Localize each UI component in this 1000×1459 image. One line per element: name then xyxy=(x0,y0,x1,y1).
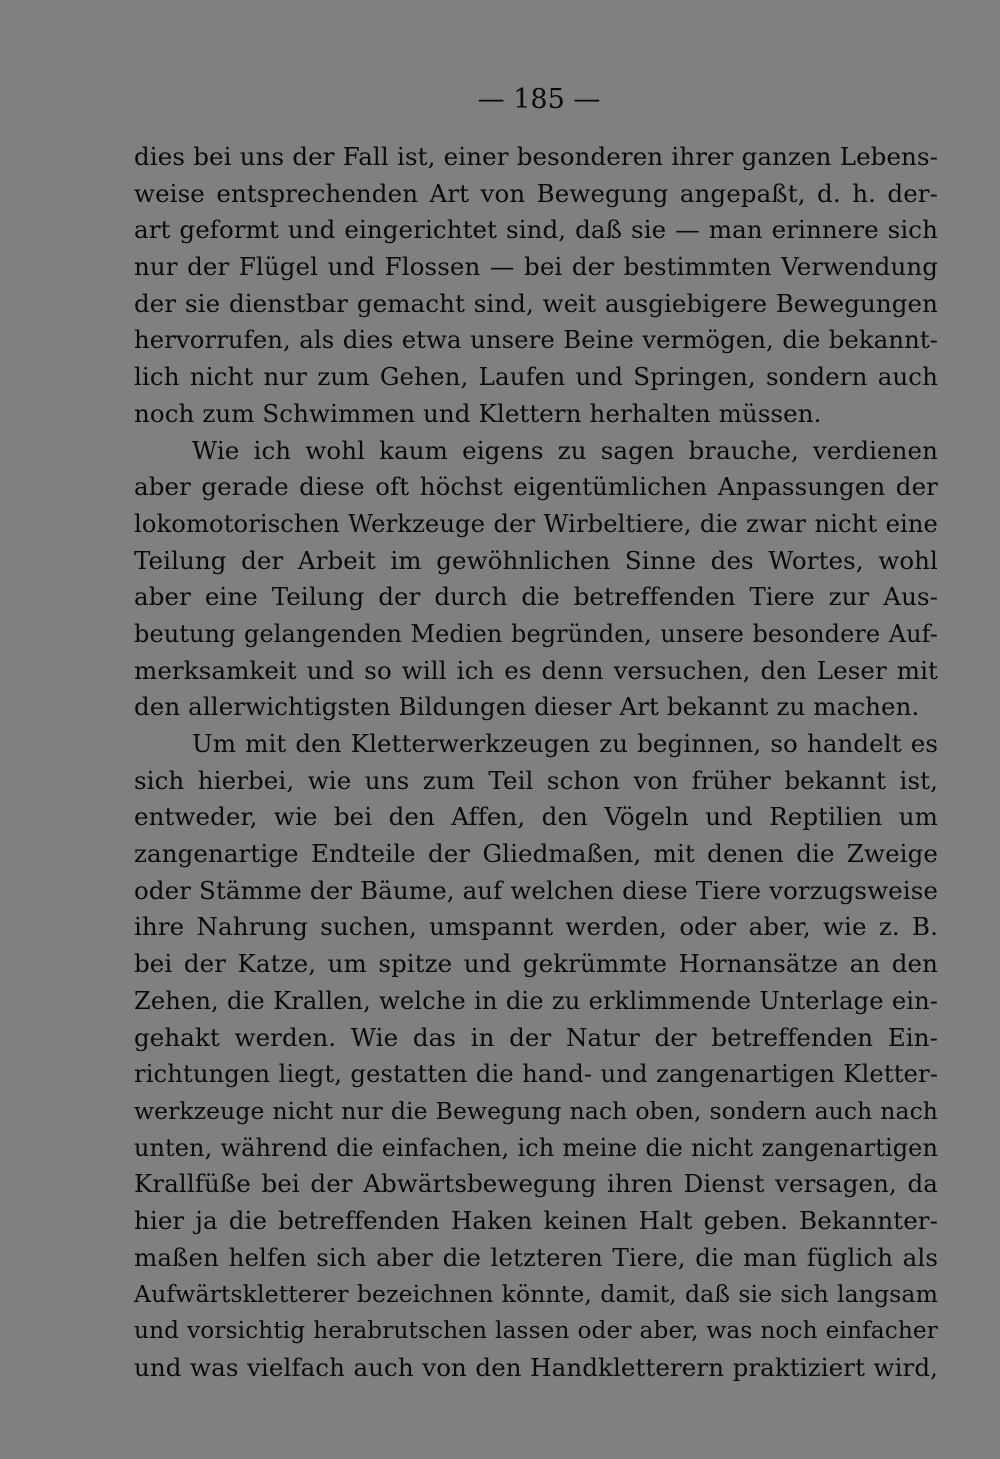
text-line: und was vielfach auch von den Handkletterern praktiziert wird, xyxy=(134,1352,938,1382)
text-line: ihre Nahrung suchen, umspannt werden, oder aber, wie z. B. xyxy=(134,912,938,942)
text-line: aber eine Teilung der durch die betreffenden Tiere zur Aus- xyxy=(134,582,938,612)
text-line: noch zum Schwimmen und Klettern herhalten müssen. xyxy=(134,398,822,428)
text-line: Wie ich wohl kaum eigens zu sagen brauche, verdienen xyxy=(192,435,938,465)
text-line: zangenartige Endteile der Gliedmaßen, mit denen die Zweige xyxy=(134,839,938,869)
text-line: lich nicht nur zum Gehen, Laufen und Springen, sondern auch xyxy=(134,362,938,392)
text-line: sich hierbei, wie uns zum Teil schon von früher bekannt ist, xyxy=(134,765,938,795)
text-line: hervorrufen, als dies etwa unsere Beine vermögen, die bekannt- xyxy=(134,325,938,355)
text-line: bei der Katze, um spitze und gekrümmte Hornansätze an den xyxy=(134,949,938,979)
text-line: aber gerade diese oft höchst eigentümlichen Anpassungen der xyxy=(134,472,938,502)
text-line: den allerwichtigsten Bildungen dieser Art bekannt zu machen. xyxy=(134,692,920,722)
text-line: Zehen, die Krallen, welche in die zu erklimmende Unterlage ein- xyxy=(134,986,938,1015)
text-line: lokomotorischen Werkzeuge der Wirbeltiere, die zwar nicht eine xyxy=(134,509,938,538)
text-line: oder Stämme der Bäume, auf welchen diese Tiere vorzugsweise xyxy=(134,875,938,905)
text-line: Krallfüße bei der Abwärtsbewegung ihren Dienst versagen, da xyxy=(134,1169,938,1199)
text-line: merksamkeit und so will ich es denn versuchen, den Leser mit xyxy=(134,655,938,685)
text-line: dies bei uns der Fall ist, einer besonderen ihrer ganzen Lebens- xyxy=(134,142,938,171)
text-line: richtungen liegt, gestatten die hand- und zangenartigen Kletter- xyxy=(134,1059,938,1089)
text-line: Um mit den Kletterwerkzeugen zu beginnen, so handelt es xyxy=(192,729,938,758)
paragraph-1 xyxy=(134,139,938,433)
text-line: art geformt und eingerichtet sind, daß sie — man erinnere sich xyxy=(134,215,938,245)
text-line: unten, während die einfachen, ich meine die nicht zangenartigen xyxy=(134,1133,938,1162)
text-line: maßen helfen sich aber die letzteren Tiere, die man füglich als xyxy=(134,1242,938,1272)
text-line: weise entsprechenden Art von Bewegung angepaßt, d. h. der- xyxy=(134,178,938,208)
paragraph-3 xyxy=(134,726,938,1386)
text-line: Teilung der Arbeit im gewöhnlichen Sinne des Wortes, wohl xyxy=(134,545,938,575)
text-line: nur der Flügel und Flossen — bei der bestimmten Verwendung xyxy=(134,252,938,282)
text-line: beutung gelangenden Medien begründen, unsere besondere Auf- xyxy=(134,619,938,648)
text-line: Aufwärtskletterer bezeichnen könnte, damit, daß sie sich langsam xyxy=(134,1280,938,1309)
text-line: der sie dienstbar gemacht sind, weit ausgiebigere Bewegungen xyxy=(134,288,938,318)
text-line: hier ja die betreffenden Haken keinen Halt geben. Bekannter- xyxy=(134,1205,938,1235)
text-line: und vorsichtig herabrutschen lassen oder aber, was noch einfacher xyxy=(134,1317,938,1344)
paragraph-2 xyxy=(134,433,938,727)
page-number: — 185 — xyxy=(477,84,601,115)
text-line: entweder, wie bei den Affen, den Vögeln und Reptilien um xyxy=(134,802,938,832)
text-line: gehakt werden. Wie das in der Natur der betreffenden Ein- xyxy=(134,1022,938,1052)
text-line: werkzeuge nicht nur die Bewegung nach oben, sondern auch nach xyxy=(134,1096,938,1125)
